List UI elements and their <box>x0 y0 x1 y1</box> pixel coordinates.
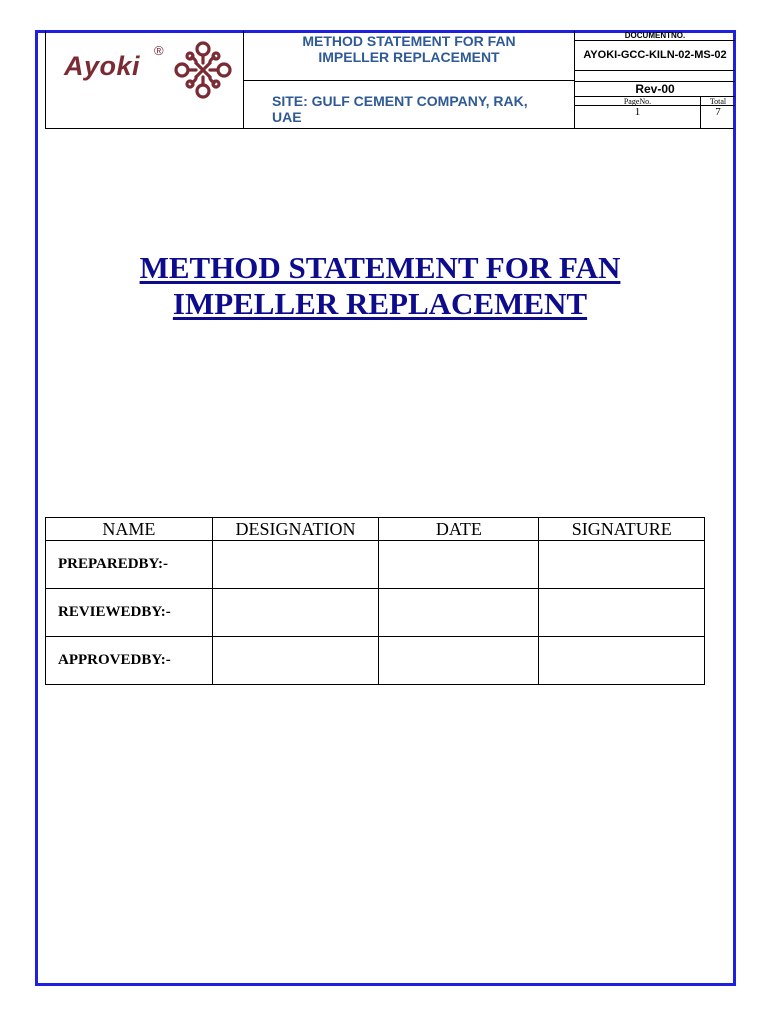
date-cell <box>379 637 539 685</box>
revision-label: Rev-00 <box>575 81 735 97</box>
header-title-line2: IMPELLER REPLACEMENT <box>318 49 500 65</box>
logo-cell <box>46 31 244 128</box>
document-main-title <box>60 250 700 322</box>
row-label-approved-by: APPROVEDBY:- <box>46 637 213 685</box>
total-pages: 7 <box>715 106 721 118</box>
document-number-label: DOCUMENTNO. <box>575 31 735 41</box>
signature-cell <box>539 589 705 637</box>
page-border <box>35 30 736 986</box>
column-header-date: DATE <box>379 518 539 541</box>
header-title-line1: METHOD STATEMENT FOR FAN <box>302 33 516 49</box>
document-info-block <box>574 31 735 128</box>
column-header-name: NAME <box>46 518 213 541</box>
designation-cell <box>212 541 379 589</box>
company-logo-text: Ayoki <box>64 51 141 81</box>
document-number: AYOKI-GCC-KILN-02-MS-02 <box>575 41 735 71</box>
main-title-line1: METHOD STATEMENT FOR FAN <box>139 250 621 285</box>
table-row <box>46 541 705 589</box>
main-title-line2: IMPELLER REPLACEMENT <box>172 286 588 321</box>
header-title <box>244 31 574 81</box>
page-number-label: PageNo. <box>575 97 701 106</box>
signature-cell <box>539 637 705 685</box>
site-line1: SITE: GULF CEMENT COMPANY, RAK, <box>272 93 528 109</box>
table-row <box>46 637 705 685</box>
site-info <box>244 81 574 128</box>
signature-cell <box>539 541 705 589</box>
table-header-row <box>46 518 705 541</box>
designation-cell <box>212 589 379 637</box>
column-header-designation: DESIGNATION <box>212 518 379 541</box>
table-row <box>46 589 705 637</box>
row-label-reviewed-by: REVIEWEDBY:- <box>46 589 213 637</box>
document-header <box>45 31 734 129</box>
total-pages-label: Total <box>701 97 735 106</box>
registered-mark: ® <box>154 43 164 58</box>
date-cell <box>379 541 539 589</box>
page-number: 1 <box>575 106 701 128</box>
signoff-table <box>45 517 705 685</box>
date-cell <box>379 589 539 637</box>
site-line2: UAE <box>272 109 302 125</box>
row-label-prepared-by: PREPAREDBY:- <box>46 541 213 589</box>
column-header-signature: SIGNATURE <box>539 518 705 541</box>
knot-logo-icon <box>170 37 236 103</box>
designation-cell <box>212 637 379 685</box>
